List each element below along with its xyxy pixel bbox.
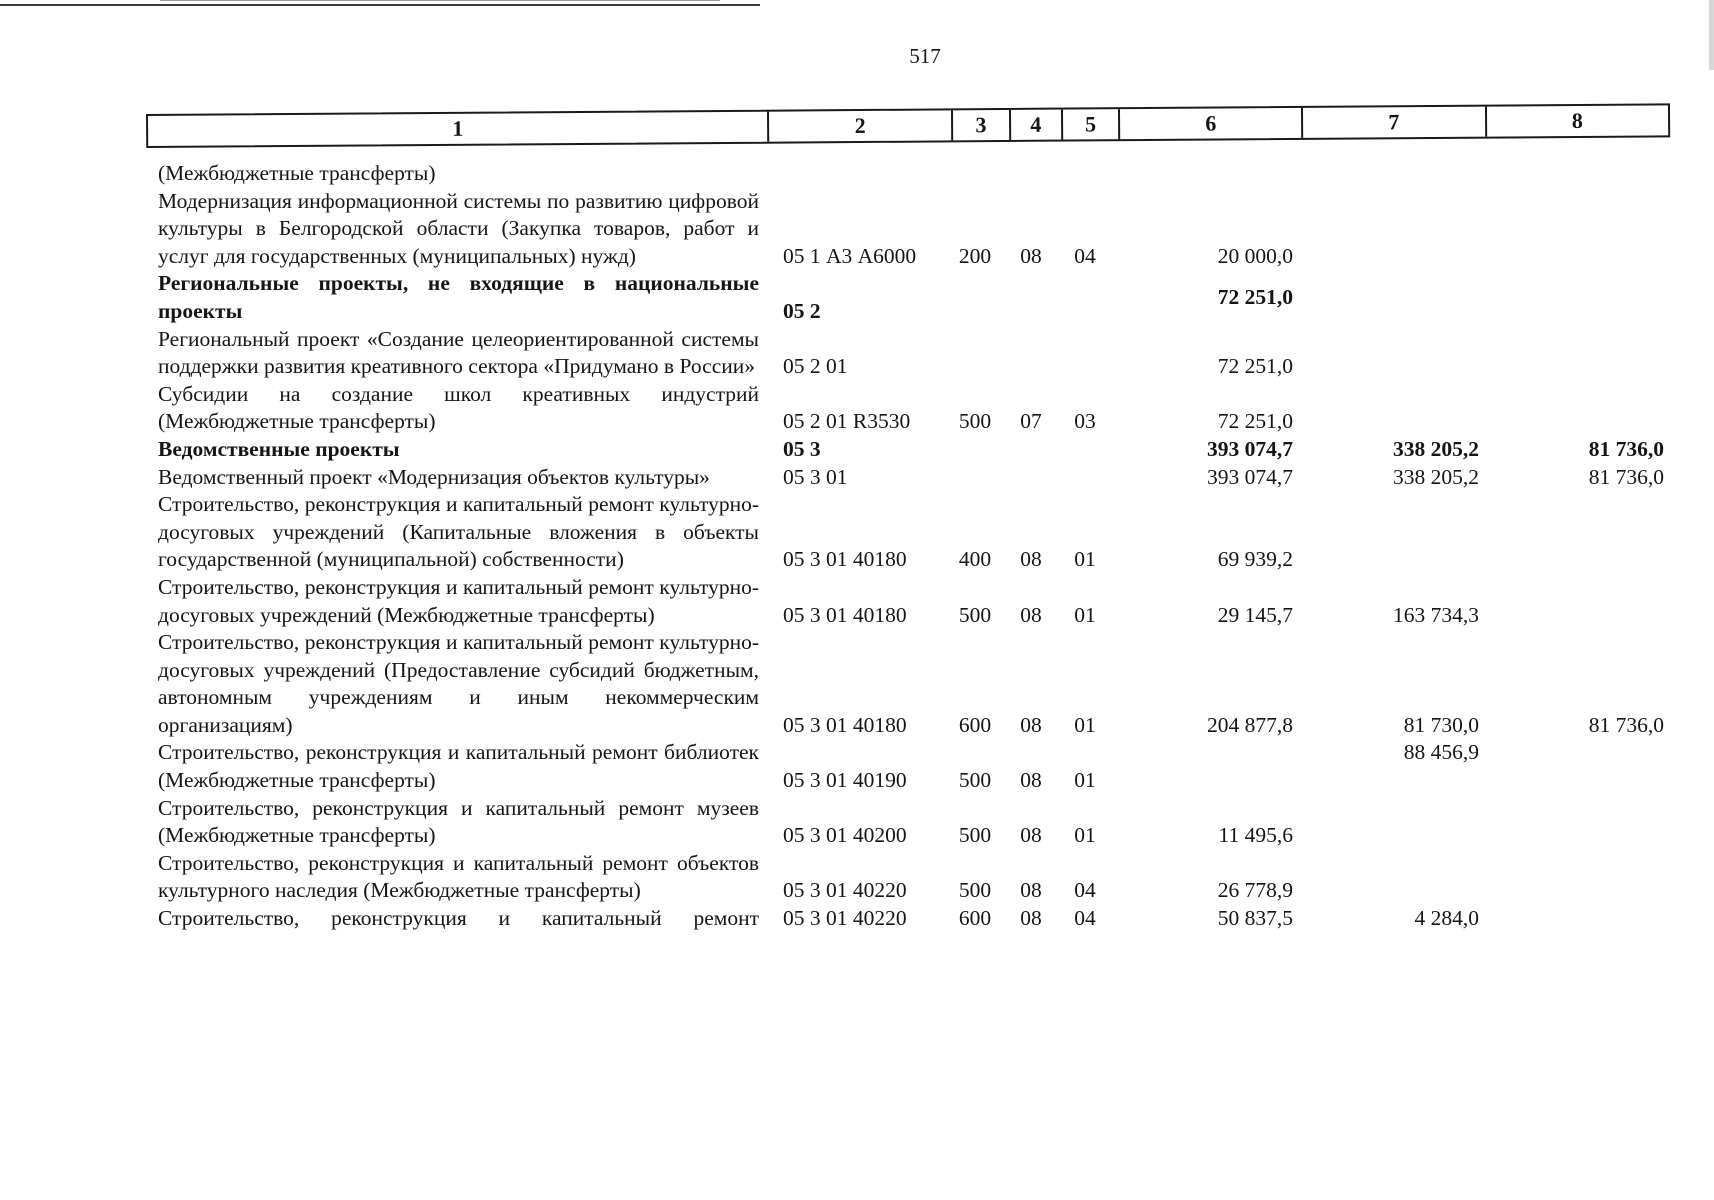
row-value-7 bbox=[1303, 160, 1489, 188]
row-value-8 bbox=[1489, 574, 1674, 629]
row-rz: 07 bbox=[1020, 409, 1042, 434]
table-row bbox=[158, 850, 1674, 905]
row-rz: 08 bbox=[1020, 547, 1042, 572]
row-value-7: 338 205,2 bbox=[1393, 436, 1479, 461]
header-col-3: 3 bbox=[953, 110, 1011, 140]
row-value-7 bbox=[1303, 850, 1489, 905]
row-code: 05 3 01 40180 bbox=[783, 547, 907, 572]
row-name: Строительство, реконструкция и капитальный ремонт библиотек (Межбюджетные трансферты) bbox=[158, 740, 759, 793]
table-row bbox=[158, 795, 1674, 850]
row-code: 05 3 01 40180 bbox=[783, 602, 907, 627]
row-vr bbox=[945, 436, 1005, 464]
row-value-7 bbox=[1303, 381, 1489, 436]
row-name: Модернизация информационной системы по развитию цифровой культуры в Белгородской области (Закупка товаров, работ и услуг для государственных (муниципальных) нужд) bbox=[158, 188, 759, 268]
row-code bbox=[759, 160, 945, 188]
row-pr: 01 bbox=[1074, 712, 1096, 737]
row-vr bbox=[945, 160, 1005, 188]
row-vr: 600 bbox=[958, 712, 992, 737]
page-number: 517 bbox=[909, 44, 941, 68]
row-name: Ведомственные проекты bbox=[158, 436, 400, 461]
row-value-7 bbox=[1303, 270, 1489, 325]
budget-table bbox=[158, 160, 1674, 933]
row-value-8 bbox=[1489, 491, 1674, 574]
table-row bbox=[158, 739, 1674, 794]
row-value-6: 29 145,7 bbox=[1217, 602, 1293, 627]
row-vr: 400 bbox=[958, 547, 992, 572]
table-row bbox=[158, 905, 1674, 933]
row-value-8 bbox=[1489, 381, 1674, 436]
row-name: Строительство, реконструкция и капитальный ремонт культурно-досуговых учреждений (Межбюджетные трансферты) bbox=[158, 574, 759, 627]
row-pr: 01 bbox=[1074, 823, 1096, 848]
row-pr: 01 bbox=[1074, 547, 1096, 572]
row-pr: 01 bbox=[1074, 768, 1096, 793]
row-rz: 08 bbox=[1020, 823, 1042, 848]
header-col-5: 5 bbox=[1063, 109, 1121, 139]
row-value-7 bbox=[1303, 491, 1489, 574]
row-pr bbox=[1057, 270, 1113, 325]
row-pr bbox=[1057, 436, 1113, 464]
header-col-1: 1 bbox=[148, 112, 770, 146]
row-name: Строительство, реконструкция и капитальный ремонт bbox=[158, 906, 759, 931]
row-vr bbox=[945, 270, 1005, 325]
row-value-6 bbox=[1113, 739, 1303, 794]
row-rz: 08 bbox=[1020, 602, 1042, 627]
row-value-8 bbox=[1489, 270, 1674, 325]
row-rz: 08 bbox=[1020, 768, 1042, 793]
row-value-8 bbox=[1489, 188, 1674, 271]
row-code: 05 2 01 bbox=[783, 354, 848, 379]
row-name: Строительство, реконструкция и капитальный ремонт объектов культурного наследия (Межбюджетные трансферты) bbox=[158, 850, 759, 903]
row-pr bbox=[1057, 464, 1113, 492]
row-pr bbox=[1057, 326, 1113, 381]
row-code: 05 1 А3 А6000 bbox=[783, 243, 917, 268]
row-value-6 bbox=[1113, 160, 1303, 188]
row-code: 05 2 01 R3530 bbox=[783, 409, 911, 434]
row-name: Региональные проекты, не входящие в национальные проекты bbox=[158, 271, 759, 323]
row-value-7: 338 205,2 bbox=[1393, 464, 1479, 489]
row-name: Строительство, реконструкция и капитальный ремонт музеев (Межбюджетные трансферты) bbox=[158, 795, 759, 848]
table-row bbox=[158, 464, 1674, 492]
row-value-8 bbox=[1489, 795, 1674, 850]
row-value-6: 72 251,0 bbox=[1217, 409, 1293, 434]
row-rz: 08 bbox=[1020, 712, 1042, 737]
row-vr: 500 bbox=[958, 768, 992, 793]
table-row bbox=[158, 270, 1674, 325]
row-name: Субсидии на создание школ креативных индустрий (Межбюджетные трансферты) bbox=[158, 381, 759, 434]
table-row bbox=[158, 381, 1674, 436]
row-value-8: 81 736,0 bbox=[1588, 712, 1664, 737]
row-value-6: 26 778,9 bbox=[1217, 878, 1293, 903]
table-header bbox=[146, 103, 1670, 148]
table-row bbox=[158, 326, 1674, 381]
row-name: Строительство, реконструкция и капитальный ремонт культурно-досуговых учреждений (Капитальные вложения в объекты государственной (муниципальной) собственности) bbox=[158, 492, 759, 572]
row-code: 05 3 01 40220 bbox=[783, 878, 907, 903]
table-row bbox=[158, 629, 1674, 739]
row-code: 05 3 01 40180 bbox=[783, 712, 907, 737]
row-value-8 bbox=[1489, 850, 1674, 905]
header-col-2: 2 bbox=[769, 110, 953, 141]
row-value-6: 20 000,0 bbox=[1217, 243, 1293, 268]
row-code: 05 3 01 40190 bbox=[783, 768, 907, 793]
row-value-8 bbox=[1489, 739, 1674, 794]
row-vr: 500 bbox=[958, 823, 992, 848]
row-pr: 04 bbox=[1074, 878, 1096, 903]
row-pr bbox=[1057, 160, 1113, 188]
row-rz bbox=[1005, 160, 1057, 188]
table-row bbox=[158, 491, 1674, 574]
row-rz bbox=[1005, 464, 1057, 492]
row-value-7: 81 730,0 bbox=[1403, 712, 1479, 737]
row-value-6: 204 877,8 bbox=[1207, 712, 1293, 737]
row-code: 05 3 bbox=[783, 436, 821, 461]
row-vr: 200 bbox=[958, 243, 992, 268]
row-rz bbox=[1005, 436, 1057, 464]
table-row bbox=[158, 436, 1674, 464]
row-pr: 03 bbox=[1074, 409, 1096, 434]
scan-top-border bbox=[0, 4, 760, 6]
row-rz: 08 bbox=[1020, 906, 1042, 931]
table-row bbox=[158, 160, 1674, 188]
row-value-7: 4 284,0 bbox=[1414, 906, 1479, 931]
header-col-7: 7 bbox=[1303, 107, 1487, 138]
scan-edge-line bbox=[160, 0, 720, 1]
row-value-6: 69 939,2 bbox=[1217, 547, 1293, 572]
row-value-7: 88 456,9 bbox=[1403, 740, 1479, 765]
row-vr bbox=[945, 464, 1005, 492]
row-value-6: 72 251,0 bbox=[1217, 285, 1293, 310]
row-name: (Межбюджетные трансферты) bbox=[158, 161, 436, 185]
row-pr: 04 bbox=[1074, 243, 1096, 268]
row-code: 05 3 01 40220 bbox=[783, 906, 907, 931]
row-value-7 bbox=[1303, 326, 1489, 381]
row-value-6: 11 495,6 bbox=[1218, 823, 1293, 848]
row-value-7 bbox=[1303, 795, 1489, 850]
row-code: 05 3 01 bbox=[783, 464, 848, 489]
row-code: 05 2 bbox=[783, 298, 821, 323]
row-rz bbox=[1005, 326, 1057, 381]
row-vr: 600 bbox=[958, 906, 992, 931]
row-name: Ведомственный проект «Модернизация объектов культуры» bbox=[158, 464, 710, 489]
row-pr: 04 bbox=[1074, 906, 1096, 931]
header-col-6: 6 bbox=[1120, 108, 1303, 139]
header-col-8: 8 bbox=[1571, 107, 1583, 134]
row-vr: 500 bbox=[958, 878, 992, 903]
row-value-8 bbox=[1489, 905, 1674, 933]
row-value-7: 163 734,3 bbox=[1393, 602, 1479, 627]
row-vr bbox=[945, 326, 1005, 381]
table-row bbox=[158, 574, 1674, 629]
row-value-8: 81 736,0 bbox=[1588, 436, 1664, 461]
row-name: Строительство, реконструкция и капитальный ремонт культурно-досуговых учреждений (Предоставление субсидий бюджетным, автономным учреждениям и иным некоммерческим организациям) bbox=[158, 630, 759, 737]
row-value-6: 50 837,5 bbox=[1217, 906, 1293, 931]
row-value-7 bbox=[1303, 188, 1489, 271]
row-value-6: 72 251,0 bbox=[1217, 354, 1293, 379]
row-vr: 500 bbox=[958, 409, 992, 434]
row-vr: 500 bbox=[958, 602, 992, 627]
row-value-6: 393 074,7 bbox=[1207, 464, 1293, 489]
table-row bbox=[158, 188, 1674, 271]
row-pr: 01 bbox=[1074, 602, 1096, 627]
row-value-6: 393 074,7 bbox=[1207, 436, 1293, 461]
header-col-4: 4 bbox=[1011, 110, 1063, 140]
row-rz: 08 bbox=[1020, 243, 1042, 268]
row-code: 05 3 01 40200 bbox=[783, 823, 907, 848]
row-name: Региональный проект «Создание целеориентированной системы поддержки развития креативного сектора «Придумано в России» bbox=[158, 326, 759, 379]
row-value-8 bbox=[1489, 326, 1674, 381]
row-value-8: 81 736,0 bbox=[1588, 464, 1664, 489]
row-rz: 08 bbox=[1020, 878, 1042, 903]
row-rz bbox=[1005, 270, 1057, 325]
row-value-8 bbox=[1489, 160, 1674, 188]
